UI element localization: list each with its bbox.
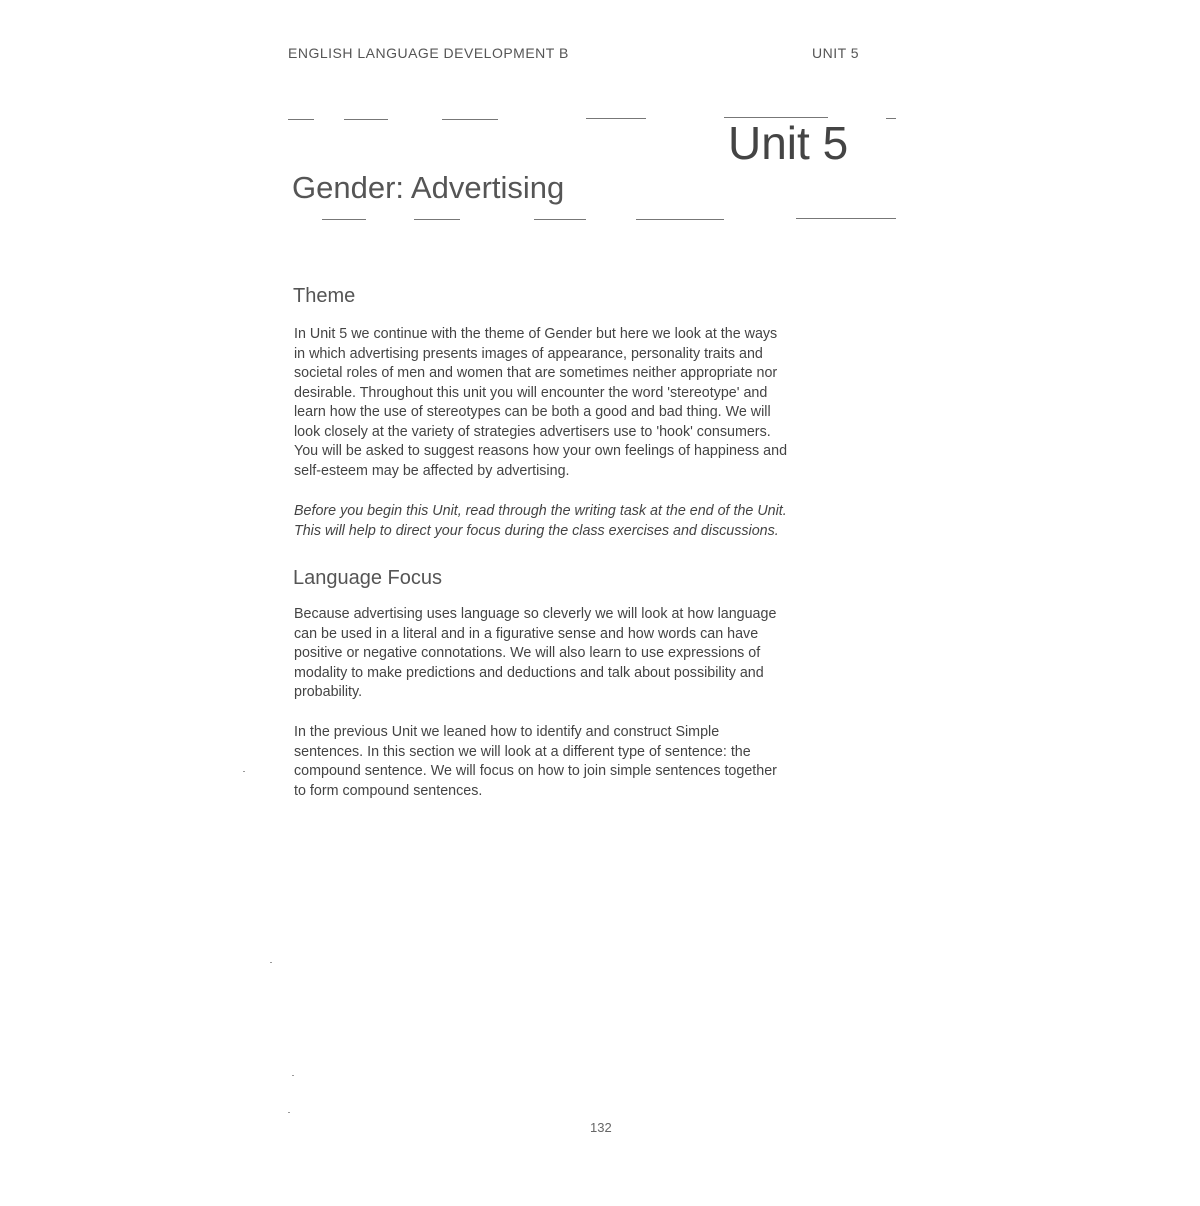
text-line: in which advertising presents images of appearance, personality traits and	[294, 345, 763, 362]
text-line: desirable. Throughout this unit you will encounter the word 'stereotype' and	[294, 384, 768, 401]
text-line: You will be asked to suggest reasons how your own feelings of happiness and	[294, 443, 788, 459]
theme-paragraph	[294, 325, 787, 481]
language-focus-paragraph-1	[294, 605, 776, 703]
text-line: probability.	[294, 684, 363, 700]
top-rule	[586, 118, 646, 119]
text-line: sentences. In this section we will look at a different type of sentence: the	[294, 743, 751, 760]
scan-speck	[288, 1112, 290, 1113]
text-line: learn how the use of stereotypes can be both a good and bad thing. We will	[294, 404, 771, 420]
page-title: Gender: Advertising	[292, 170, 565, 205]
language-focus-heading: Language Focus	[293, 567, 443, 589]
running-header-unit: UNIT 5	[812, 45, 860, 61]
top-rule	[886, 118, 896, 119]
scan-speck	[270, 962, 272, 963]
bottom-rule	[636, 219, 724, 220]
text-line: to form compound sentences.	[294, 782, 483, 799]
top-rule	[288, 119, 314, 120]
bottom-rule	[796, 218, 896, 219]
bottom-rule	[322, 219, 366, 220]
theme-heading: Theme	[293, 285, 356, 307]
bottom-rule	[414, 219, 460, 220]
text-line: modality to make predictions and deductions and talk about possibility and	[294, 664, 764, 681]
text-line: societal roles of men and women that are sometimes neither appropriate nor	[294, 365, 778, 381]
text-line: positive or negative connotations. We will also learn to use expressions of	[294, 645, 761, 661]
language-focus-paragraph-2	[294, 723, 777, 801]
text-line: can be used in a literal and in a figurative sense and how words can have	[294, 625, 759, 642]
text-line: self-esteem may be affected by advertising.	[294, 462, 570, 479]
text-line: look closely at the variety of strategies advertisers use to 'hook' consumers.	[294, 423, 771, 440]
scan-speck	[292, 1075, 294, 1076]
page-number: 132	[590, 1120, 612, 1135]
top-rule	[442, 119, 498, 120]
top-rule	[344, 119, 388, 120]
text-line: In the previous Unit we leaned how to identify and construct Simple	[294, 724, 720, 740]
text-line: This will help to direct your focus during the class exercises and discussions.	[294, 522, 779, 539]
scan-speck	[243, 771, 245, 772]
theme-note	[294, 502, 787, 541]
text-line: In Unit 5 we continue with the theme of Gender but here we look at the ways	[294, 326, 778, 342]
bottom-rule	[534, 219, 586, 220]
running-header-title: ENGLISH LANGUAGE DEVELOPMENT B	[288, 45, 569, 61]
unit-number: Unit 5	[728, 117, 849, 169]
text-line: Before you begin this Unit, read through the writing task at the end of the Unit.	[294, 503, 787, 519]
text-line: Because advertising uses language so cleverly we will look at how language	[294, 606, 777, 622]
text-line: compound sentence. We will focus on how to join simple sentences together	[294, 763, 777, 779]
